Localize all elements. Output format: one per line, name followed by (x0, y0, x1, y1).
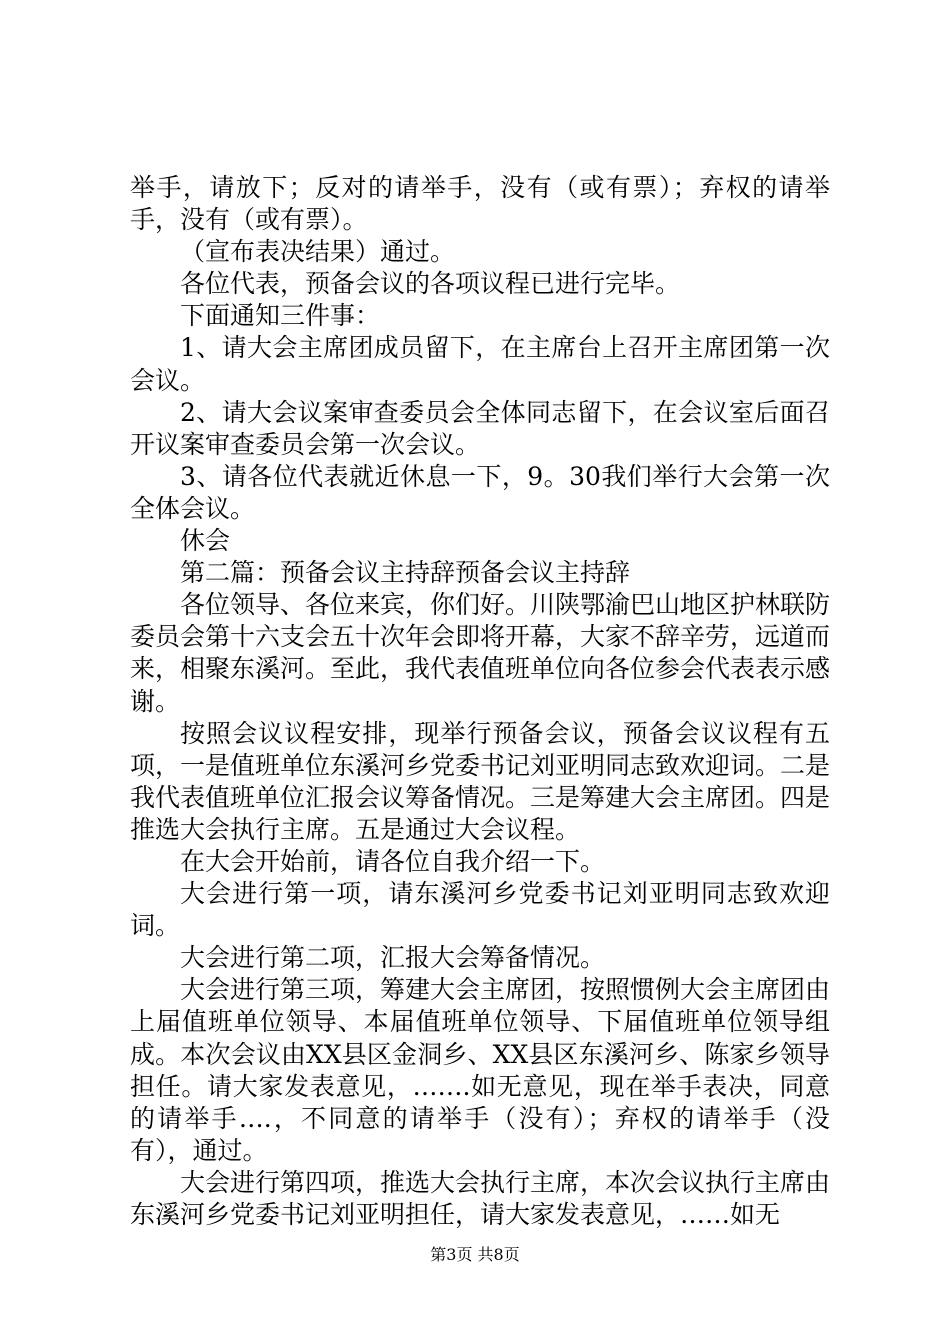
paragraph: 大会进行第三项，筹建大会主席团，按照惯例大会主席团由上届值班单位领导、本届值班单位领导、下届值班单位领导组成。本次会议由XX县区金洞乡、XX县区东溪河乡、陈家乡领导担任。请大家发表意见，…….如无意见，现在举手表决，同意的请举手….，不同意的请举手（没有）；弃权的请举手（没有），通过。 (130, 975, 831, 1165)
paragraph: 举手，请放下；反对的请举手，没有（或有票）；弃权的请举手，没有（或有票）。 (130, 173, 830, 235)
document-body (130, 172, 830, 1231)
paragraph: 大会进行第四项，推选大会执行主席，本次会议执行主席由东溪河乡党委书记刘亚明担任，请大家发表意见，……如无 (130, 1167, 831, 1229)
paragraph: 3、请各位代表就近休息一下，9。30我们举行大会第一次全体会议。 (130, 461, 830, 523)
paragraph: 按照会议议程安排，现举行预备会议，预备会议议程有五项，一是值班单位东溪河乡党委书记刘亚明同志致欢迎词。二是我代表值班单位汇报会议筹备情况。三是筹建大会主席团。四是推选大会执行主席。五是通过大会议程。 (130, 718, 831, 844)
section-heading: 第二篇：预备会议主持辞预备会议主持辞 (180, 558, 631, 588)
paragraph: 各位领导、各位来宾，你们好。川陕鄂渝巴山地区护林联防委员会第十六支会五十次年会即将开幕，大家不辞辛劳，远道而来，相聚东溪河。至此，我代表值班单位向各位参会代表表示感谢。 (130, 590, 831, 716)
paragraph: 2、请大会议案审查委员会全体同志留下，在会议室后面召开议案审查委员会第一次会议。 (130, 397, 830, 459)
paragraph: 大会进行第二项，汇报大会筹备情况。 (180, 943, 606, 973)
paragraph: 休会 (180, 526, 231, 556)
paragraph: 在大会开始前，请各位自我介绍一下。 (180, 846, 606, 876)
paragraph: 1、请大会主席团成员留下，在主席台上召开主席团第一次会议。 (130, 333, 830, 395)
paragraph: （宣布表决结果）通过。 (180, 237, 456, 267)
paragraph: 各位代表，预备会议的各项议程已进行完毕。 (180, 269, 681, 299)
page-number-footer: 第3页 共8页 (430, 1245, 520, 1264)
paragraph: 大会进行第一项，请东溪河乡党委书记刘亚明同志致欢迎词。 (130, 879, 830, 941)
paragraph: 下面通知三件事： (180, 301, 381, 331)
